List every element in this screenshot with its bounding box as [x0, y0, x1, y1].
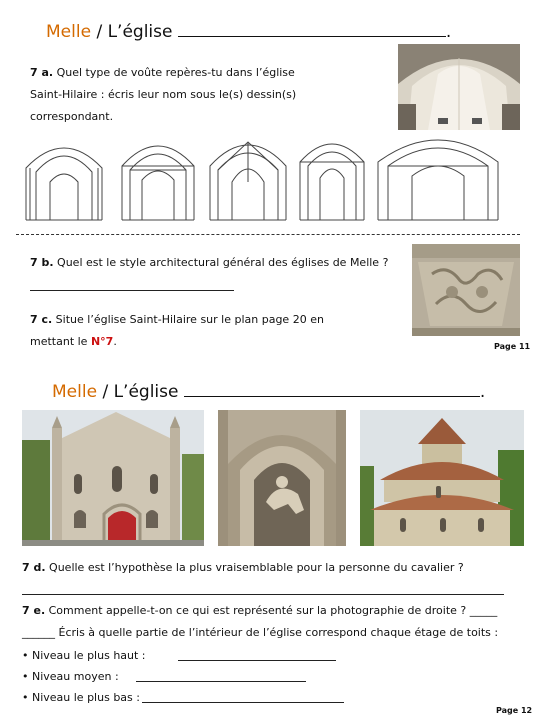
page-number-11: Page 11	[494, 342, 531, 351]
q7d-number: 7 d.	[22, 561, 46, 574]
q7b-text: Quel est le style architectural général des églises de Melle ?	[53, 256, 389, 269]
q7b-number: 7 b.	[30, 256, 54, 269]
answer-line-level-mid[interactable]	[136, 681, 306, 682]
question-7a	[30, 62, 370, 128]
vault-photo-image	[398, 44, 520, 130]
answer-line-7b[interactable]	[30, 290, 234, 291]
apse-roofs-photo-image	[360, 410, 524, 546]
q7a-line2: Saint-Hilaire : écris leur nom sous le(s) dessin(s)	[30, 88, 297, 101]
level-high	[22, 645, 146, 667]
vault-photo	[398, 44, 520, 130]
question-7d	[22, 557, 522, 579]
level-low-label: • Niveau le plus bas :	[22, 691, 140, 704]
q7c-line1: Situe l’église Saint-Hilaire sur le plan page 20 en	[52, 313, 324, 326]
q7e-number: 7 e.	[22, 604, 46, 617]
facade-photo-image	[22, 410, 204, 546]
title-dot-2: .	[479, 382, 486, 402]
q7c-highlight: N°7	[90, 335, 114, 348]
title-melle: Melle	[46, 22, 92, 42]
q7e-line1: Comment appelle-t-on ce qui est représenté sur la photographie de droite ? _____	[45, 604, 498, 617]
level-high-label: • Niveau le plus haut :	[22, 649, 146, 662]
page-number-12: Page 12	[496, 706, 533, 715]
question-7c	[30, 309, 390, 353]
page-title-1	[46, 22, 451, 42]
q7c-end: .	[113, 335, 117, 348]
level-low	[22, 687, 140, 709]
vault-drawing-3	[210, 142, 286, 220]
level-mid	[22, 666, 119, 688]
answer-line-7d[interactable]	[22, 594, 504, 595]
q7a-line1: Quel type de voûte repères-tu dans l’église	[53, 66, 295, 79]
q7e-line2: ______ Écris à quelle partie de l’intérieur de l’église correspond chaque étage de toits :	[22, 626, 499, 639]
vault-drawings	[16, 132, 520, 226]
vault-drawing-5	[378, 140, 498, 220]
answer-line-level-high[interactable]	[178, 660, 336, 661]
question-7e	[22, 600, 530, 644]
title-blank-2	[184, 396, 480, 397]
answer-line-level-low[interactable]	[142, 702, 344, 703]
title-blank	[178, 36, 446, 37]
title-rest: / L’église	[91, 22, 178, 42]
vault-drawing-4	[300, 144, 364, 220]
title-rest-2: / L’église	[97, 382, 184, 402]
title-dot: .	[445, 22, 452, 42]
q7a-line3: correspondant.	[30, 110, 114, 123]
level-mid-label: • Niveau moyen :	[22, 670, 119, 683]
portal-rider-photo-image	[218, 410, 346, 546]
q7a-number: 7 a.	[30, 66, 54, 79]
page-divider-dashed	[16, 234, 520, 235]
capital-photo	[412, 244, 520, 336]
q7c-number: 7 c.	[30, 313, 53, 326]
facade-photo	[22, 410, 204, 546]
apse-roofs-photo	[360, 410, 524, 546]
q7c-line2: mettant le	[30, 335, 91, 348]
question-7b	[30, 252, 410, 274]
vault-drawing-2	[122, 146, 194, 220]
q7d-text: Quelle est l’hypothèse la plus vraisemblable pour la personne du cavalier ?	[45, 561, 464, 574]
page-title-2	[52, 382, 485, 402]
portal-rider-photo	[218, 410, 346, 546]
title-melle-2: Melle	[52, 382, 98, 402]
capital-photo-image	[412, 244, 520, 336]
vault-drawing-1	[26, 148, 102, 220]
